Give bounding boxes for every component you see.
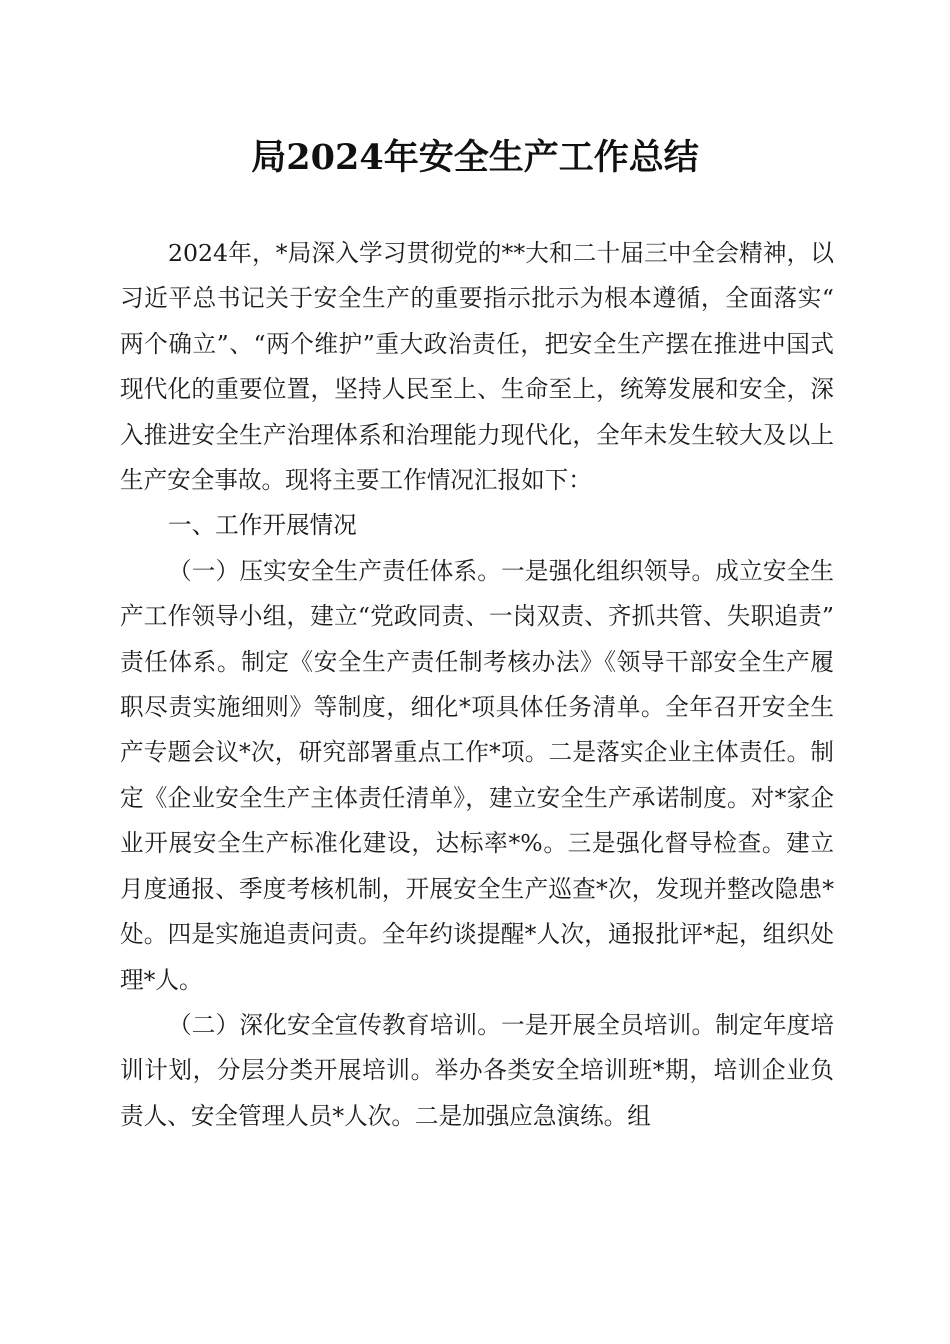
document-body <box>120 231 834 1139</box>
subsection-heading-1: （一）压实安全生产责任体系。 <box>168 556 502 585</box>
subsection-body-2: 一是开展全员培训。制定年度培训计划，分层分类开展培训。举办各类安全培训班*期，培训企业负责人、安全管理人员*人次。二是加强应急演练。组 <box>120 1010 835 1130</box>
subsection-paragraph-2 <box>120 1003 834 1139</box>
document-title: 局2024年安全生产工作总结 <box>251 137 699 178</box>
section-heading-1: 一、工作开展情况 <box>168 511 357 540</box>
subsection-heading-2: （二）深化安全宣传教育培训。 <box>168 1010 502 1039</box>
intro-paragraph: 2024年，*局深入学习贯彻党的**大和二十届三中全会精神，以习近平总书记关于安全生产的重要指示批示为根本遵循，全面落实“两个确立”、“两个维护”重大政治责任，把安全生产摆在推进中国式现代化的重要位置，坚持人民至上、生命至上，统筹发展和安全，深入推进安全生产治理体系和治理能力现代化，全年未发生较大及以上生产安全事故。现将主要工作情况汇报如下： <box>120 239 834 495</box>
subsection-body-1: 一是强化组织领导。成立安全生产工作领导小组，建立“党政同责、一岗双责、齐抓共管、失职追责”责任体系。制定《安全生产责任制考核办法》《领导干部安全生产履职尽责实施细则》等制度，细化*项具体任务清单。全年召开安全生产专题会议*次，研究部署重点工作*项。二是落实企业主体责任。制定《企业安全生产主体责任清单》，建立安全生产承诺制度。对*家企业开展安全生产标准化建设，达标率*%。三是强化督导检查。建立月度通报、季度考核机制，开展安全生产巡查*次，发现并整改隐患*处。四是实施追责问责。全年约谈提醒*人次，通报批评*起，组织处理*人。 <box>120 556 835 994</box>
subsection-paragraph-1 <box>120 549 834 1003</box>
